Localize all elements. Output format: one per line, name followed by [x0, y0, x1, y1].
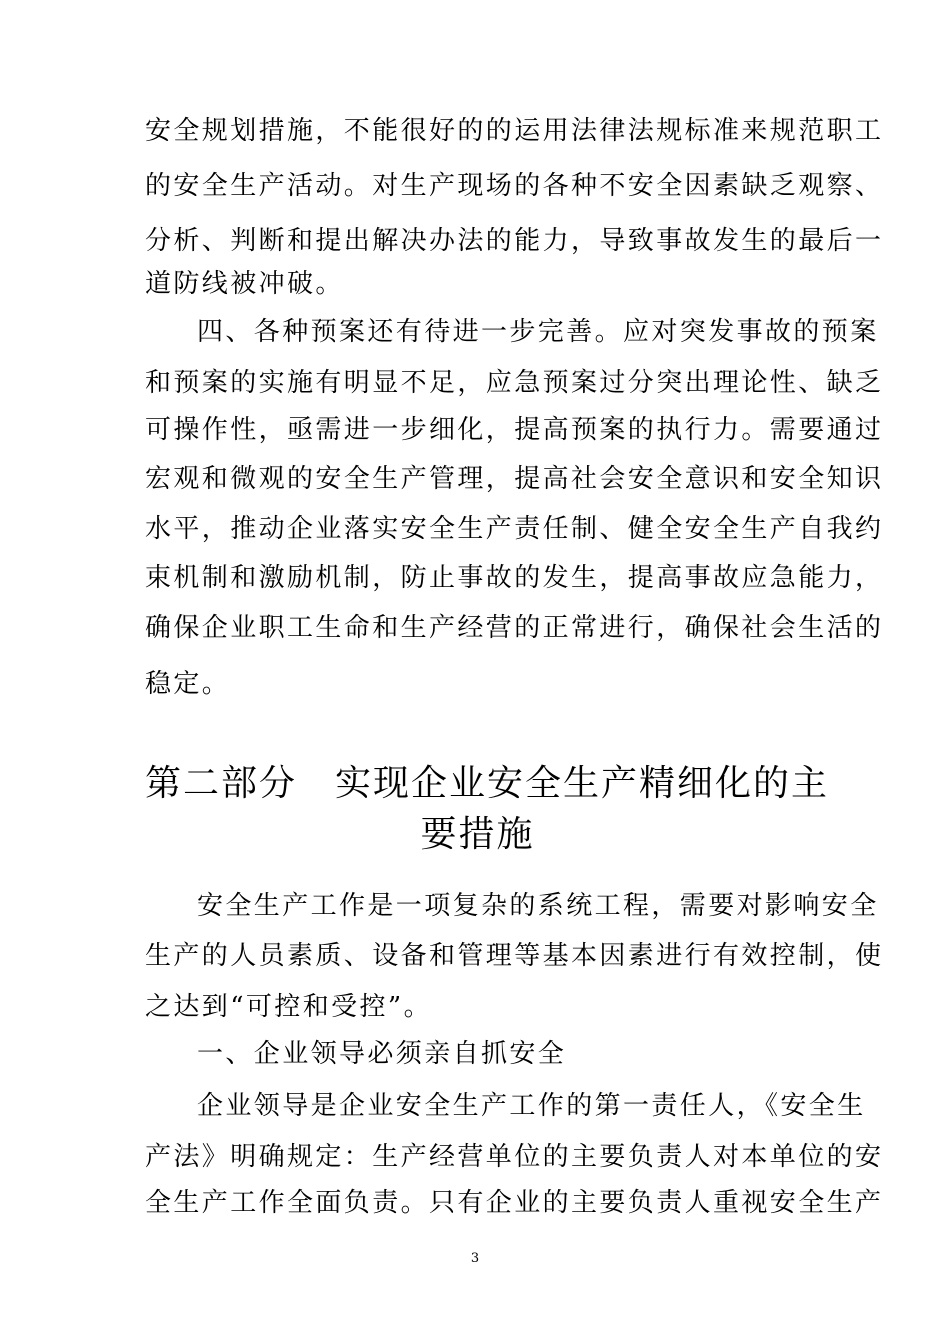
page-number: 3	[470, 1251, 480, 1266]
body-text-line: 的安全生产活动。对生产现场的各种不安全因素缺乏观察、	[145, 171, 884, 201]
body-text-line: 四、各种预案还有待进一步完善。应对突发事故的预案	[197, 317, 879, 347]
body-text-line: 束机制和激励机制，防止事故的发生，提高事故应急能力，	[145, 563, 884, 593]
body-text-line: 确保企业职工生命和生产经营的正常进行，确保社会生活的	[145, 613, 884, 643]
body-text-line: 道防线被冲破。	[145, 269, 344, 299]
body-text-line: 分析、判断和提出解决办法的能力，导致事故发生的最后一	[145, 226, 884, 256]
body-text-line: 安全生产工作是一项复杂的系统工程，需要对影响安全	[197, 891, 879, 921]
body-text-line: 可操作性，亟需进一步细化，提高预案的执行力。需要通过	[145, 415, 884, 445]
section-heading-line-2: 要措施	[420, 814, 535, 855]
body-text-line: 企业领导是企业安全生产工作的第一责任人，《安全生	[197, 1091, 866, 1121]
body-text-line: 水平，推动企业落实安全生产责任制、健全安全生产自我约	[145, 514, 884, 544]
body-text-line: 之达到“可控和受控”。	[145, 992, 432, 1022]
body-text-line: 生产的人员素质、设备和管理等基本因素进行有效控制，使	[145, 941, 884, 971]
body-text-line: 全生产工作全面负责。只有企业的主要负责人重视安全生产	[145, 1188, 884, 1218]
body-text-line: 和预案的实施有明显不足，应急预案过分突出理论性、缺乏	[145, 368, 884, 398]
body-text-line: 安全规划措施，不能很好的的运用法律法规标准来规范职工	[145, 116, 884, 146]
body-text-line: 产法》明确规定：生产经营单位的主要负责人对本单位的安	[145, 1142, 884, 1172]
section-heading-line-1: 第二部分 实现企业安全生产精细化的主	[145, 763, 830, 804]
body-text-line: 稳定。	[145, 669, 231, 699]
body-text-line: 宏观和微观的安全生产管理，提高社会安全意识和安全知识	[145, 464, 884, 494]
subheading-one: 一、企业领导必须亲自抓安全	[197, 1039, 567, 1069]
